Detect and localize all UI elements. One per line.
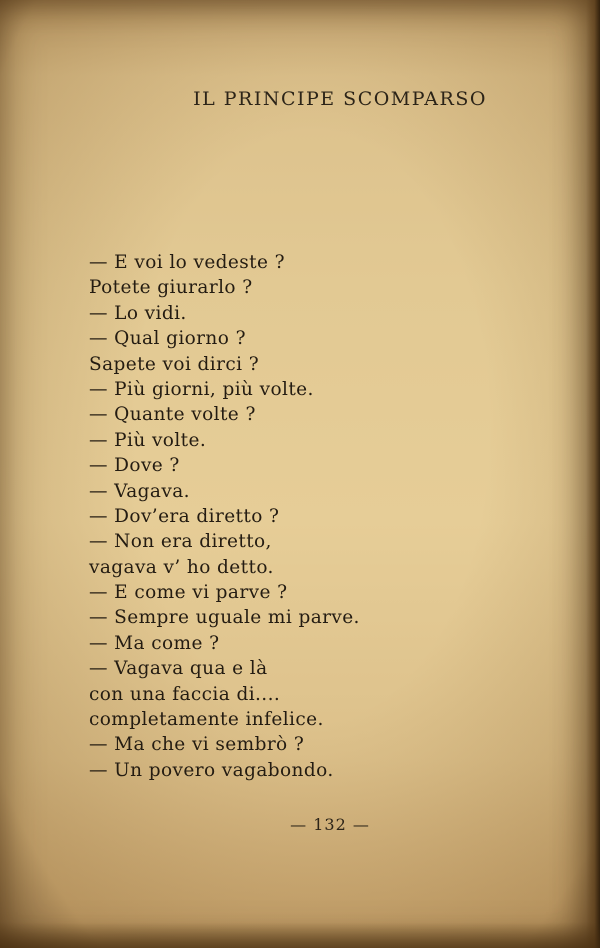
poem-line: vagava v’ ho detto. bbox=[89, 556, 274, 578]
page-number: — 132 — bbox=[290, 815, 370, 834]
poem-line: Potete giurarlo ? bbox=[89, 277, 253, 299]
poem-line: — Vagava. bbox=[89, 480, 190, 502]
poem-line: — Qual giorno ? bbox=[89, 328, 246, 350]
poem-line: — Vagava qua e là bbox=[89, 658, 268, 680]
poem-line: — Sempre uguale mi parve. bbox=[89, 607, 360, 629]
poem-line: — Ma che vi sembrò ? bbox=[89, 734, 305, 756]
poem-line: — Non era diretto, bbox=[89, 531, 272, 553]
poem-line: — E come vi parve ? bbox=[89, 582, 288, 604]
poem-line: — Dov’era diretto ? bbox=[89, 505, 280, 527]
poem-line: completamente infelice. bbox=[89, 709, 324, 731]
poem-line: Sapete voi dirci ? bbox=[89, 353, 260, 375]
poem-line: — Dove ? bbox=[89, 455, 180, 477]
poem-text bbox=[89, 250, 559, 783]
poem-line: — E voi lo vedeste ? bbox=[89, 252, 285, 273]
poem-line: — Lo vidi. bbox=[89, 302, 187, 324]
poem-line: — Più volte. bbox=[89, 429, 207, 451]
running-title: IL PRINCIPE SCOMPARSO bbox=[193, 88, 487, 110]
page-bottom-shadow bbox=[0, 922, 600, 948]
page-edge-shadow bbox=[586, 0, 600, 948]
poem-line: — Un povero vagabondo. bbox=[89, 759, 334, 781]
poem-line: — Quante volte ? bbox=[89, 404, 256, 426]
poem-line: con una faccia di.... bbox=[89, 683, 281, 705]
poem-line: — Più giorni, più volte. bbox=[89, 378, 314, 400]
poem-line: — Ma come ? bbox=[89, 632, 220, 654]
